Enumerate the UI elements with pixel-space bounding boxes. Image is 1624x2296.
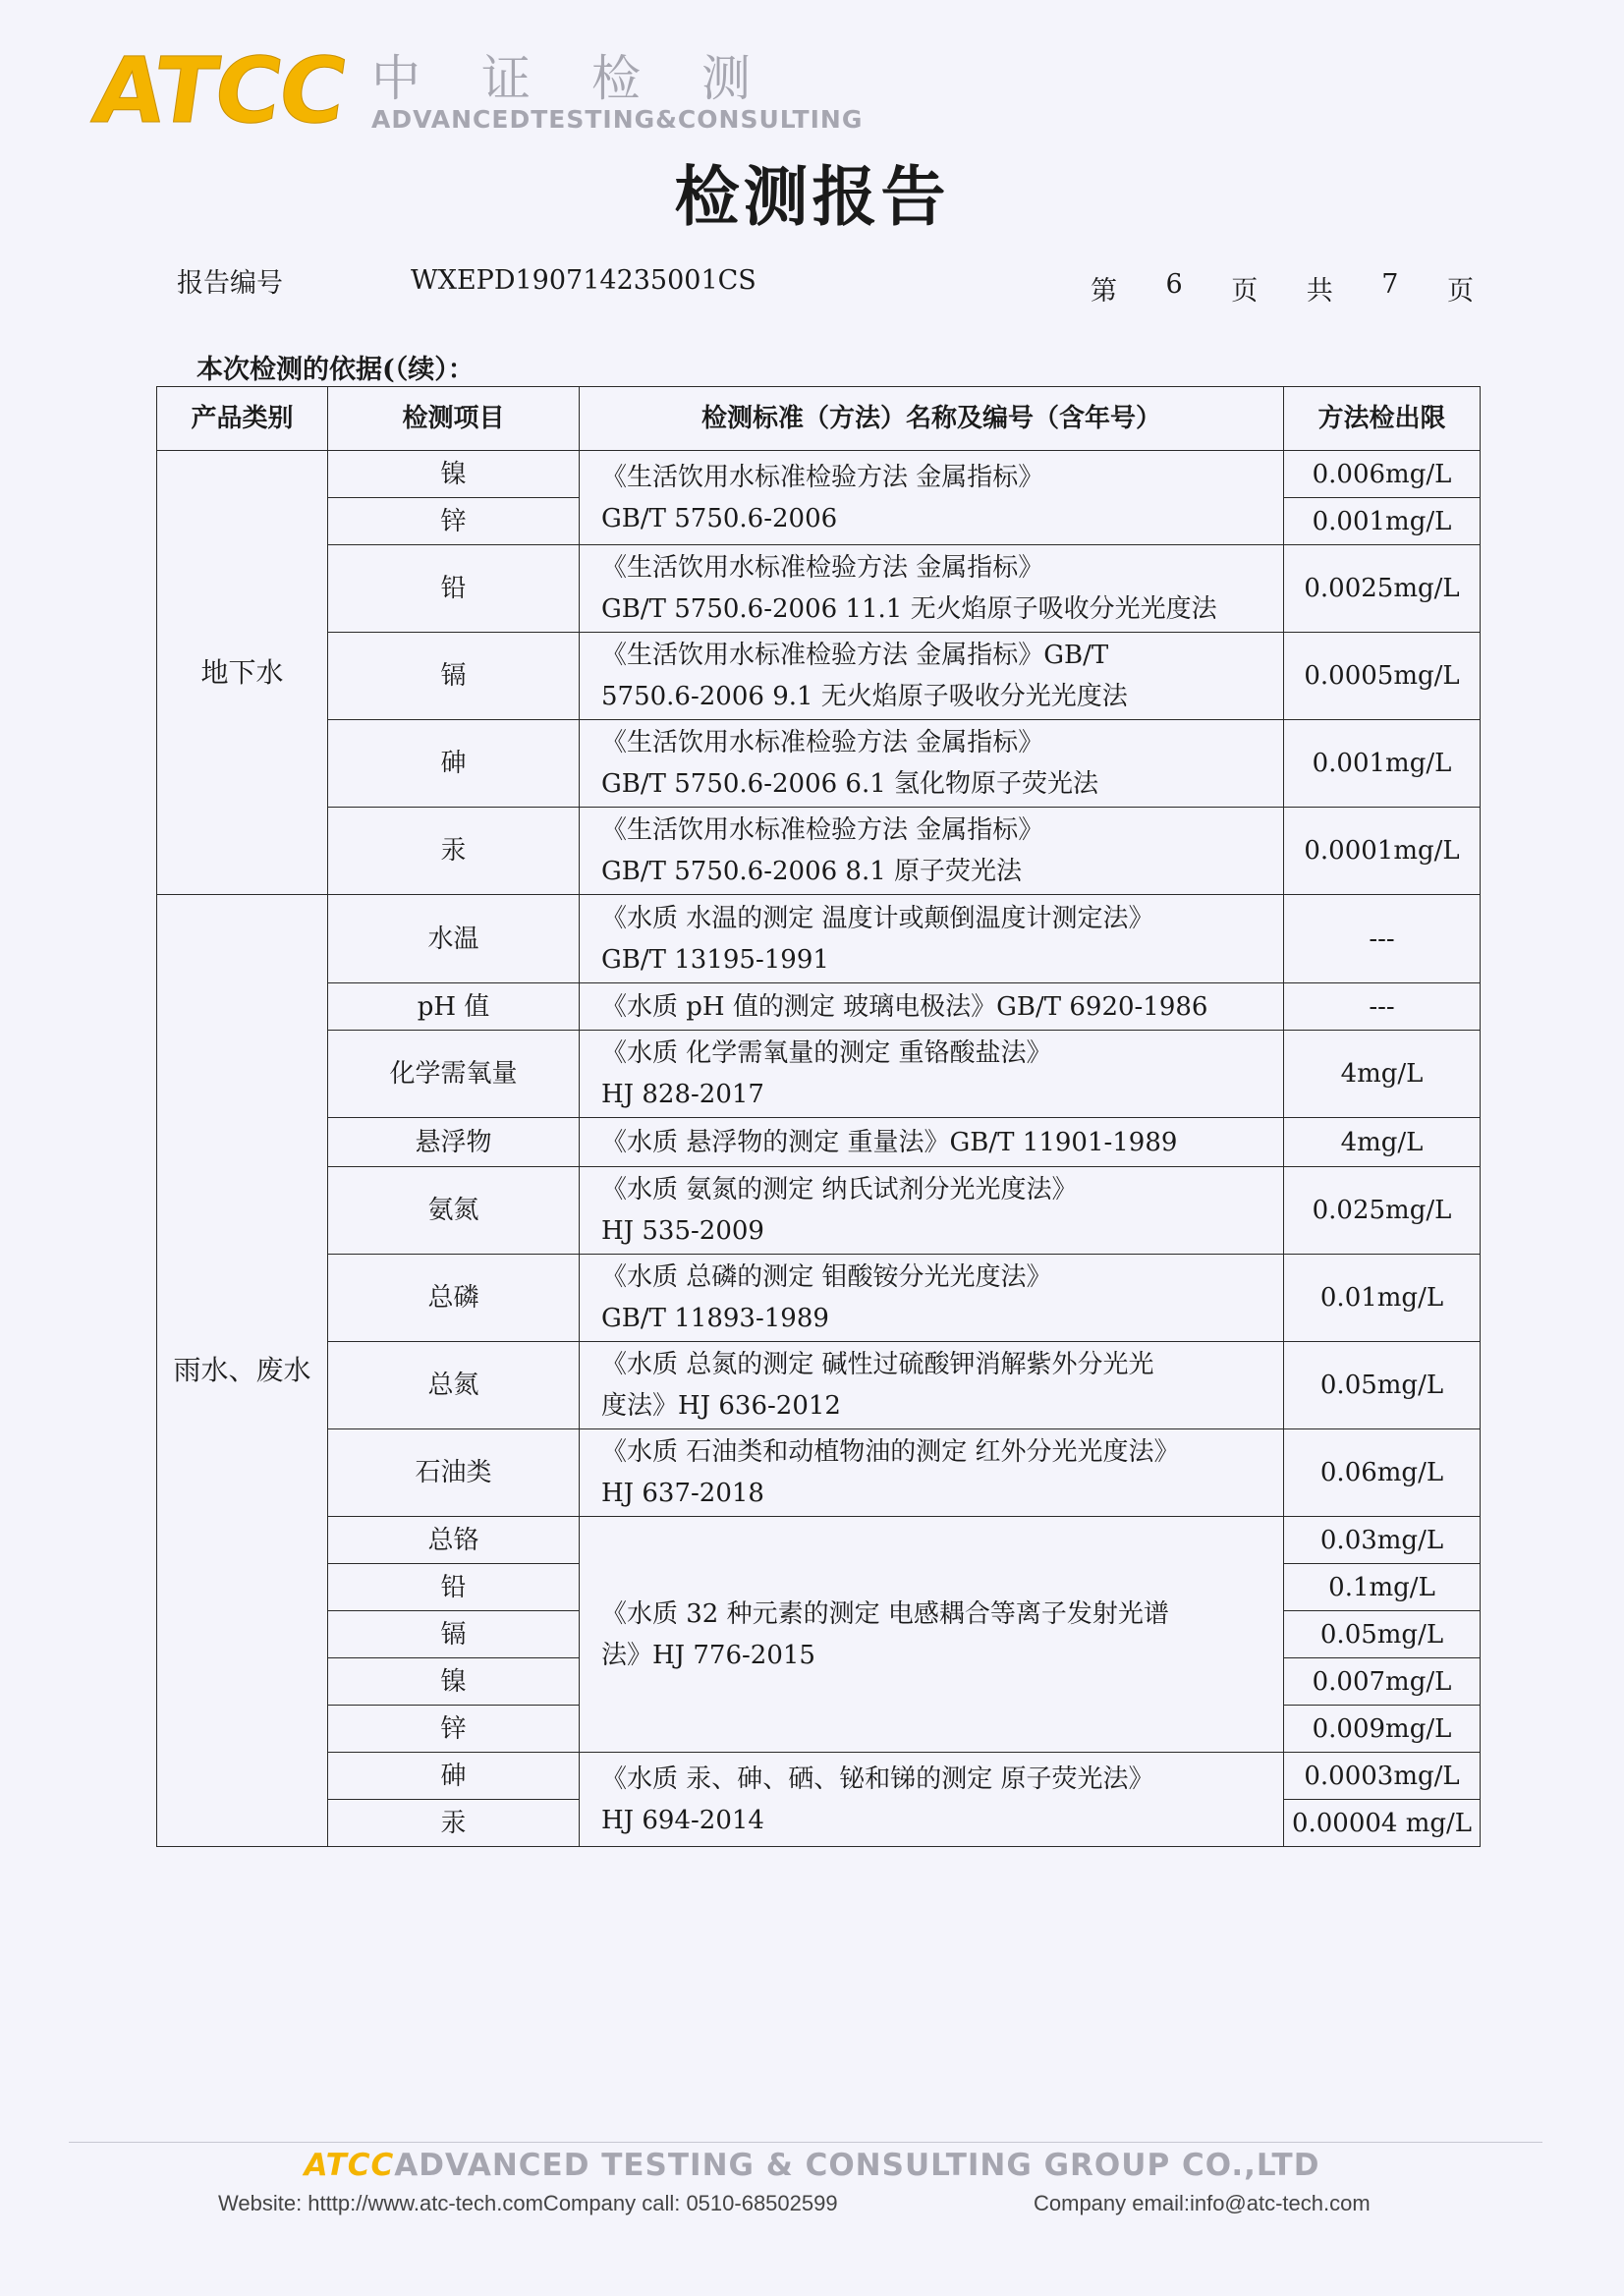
company-logo — [86, 38, 864, 143]
footer-brand — [0, 2148, 1624, 2183]
logo-atcc: ATCC — [86, 38, 352, 143]
report-title: 检测报告 — [674, 158, 950, 235]
standard-line: 《水质 化学需氧量的测定 重铬酸盐法》 — [601, 1038, 1052, 1068]
limit-cell: 0.009mg/L — [1284, 1706, 1481, 1753]
item-cell: 石油类 — [328, 1429, 580, 1517]
item-cell: 化学需氧量 — [328, 1031, 580, 1118]
header-limit: 方法检出限 — [1284, 387, 1481, 451]
limit-cell: 0.05mg/L — [1284, 1611, 1481, 1658]
item-cell: pH 值 — [328, 983, 580, 1031]
limit-cell: 0.0025mg/L — [1284, 545, 1481, 633]
logo-chinese: 中证检测 — [371, 50, 812, 107]
basis-heading: 本次检测的依据(（续）： — [196, 355, 475, 385]
item-cell: 锌 — [328, 498, 580, 545]
limit-cell: 0.001mg/L — [1284, 720, 1481, 808]
standard-line: 《水质 pH 值的测定 玻璃电极法》GB/T 6920-1986 — [601, 991, 1208, 1022]
standard-cell — [580, 895, 1284, 983]
report-number: WXEPD190714235001CS — [411, 265, 756, 296]
standard-line: HJ 828-2017 — [601, 1080, 764, 1109]
table-row — [157, 720, 1481, 808]
item-cell: 铅 — [328, 545, 580, 633]
limit-cell: 0.0003mg/L — [1284, 1753, 1481, 1800]
header-category: 产品类别 — [157, 387, 328, 451]
item-cell: 砷 — [328, 1753, 580, 1800]
limit-cell: 0.05mg/L — [1284, 1342, 1481, 1429]
item-cell: 总氮 — [328, 1342, 580, 1429]
item-cell: 汞 — [328, 808, 580, 895]
standard-cell — [580, 808, 1284, 895]
test-basis-table — [156, 386, 1481, 1847]
header-item: 检测项目 — [328, 387, 580, 451]
standard-line: 5750.6-2006 9.1 无火焰原子吸收分光光度法 — [601, 682, 1128, 711]
limit-cell: 0.01mg/L — [1284, 1255, 1481, 1342]
footer-divider — [69, 2142, 1542, 2143]
page-total: 7 — [1381, 269, 1399, 300]
table-row — [157, 1031, 1481, 1118]
standard-cell — [580, 1167, 1284, 1255]
standard-cell — [580, 451, 1284, 545]
limit-cell: 0.001mg/L — [1284, 498, 1481, 545]
table-row — [157, 808, 1481, 895]
logo-english: ADVANCEDTESTING&CONSULTING — [371, 105, 864, 134]
footer-brand-name: ADVANCED TESTING & CONSULTING GROUP CO.,LTD — [394, 2148, 1320, 2183]
item-cell: 总磷 — [328, 1255, 580, 1342]
page-word: 页 — [1446, 276, 1474, 307]
limit-cell: 0.025mg/L — [1284, 1167, 1481, 1255]
standard-cell — [580, 1255, 1284, 1342]
standard-line: 《水质 悬浮物的测定 重量法》GB/T 11901-1989 — [601, 1127, 1178, 1157]
page-word: 页 — [1231, 276, 1259, 307]
standard-cell — [580, 720, 1284, 808]
limit-cell: 4mg/L — [1284, 1031, 1481, 1118]
limit-cell: 0.06mg/L — [1284, 1429, 1481, 1517]
item-cell: 砷 — [328, 720, 580, 808]
standard-line: 《生活饮用水标准检验方法 金属指标》GB/T — [601, 641, 1109, 670]
standard-line: 《水质 汞、砷、硒、铋和锑的测定 原子荧光法》 — [601, 1764, 1154, 1794]
page-word: 第 — [1091, 276, 1117, 307]
item-cell: 汞 — [328, 1800, 580, 1847]
standard-line: HJ 694-2014 — [601, 1805, 764, 1835]
standard-cell — [580, 983, 1284, 1031]
standard-line: 度法》HJ 636-2012 — [601, 1391, 841, 1421]
standard-cell — [580, 1429, 1284, 1517]
page-indicator — [1091, 269, 1474, 308]
item-cell: 铅 — [328, 1564, 580, 1611]
page-word: 共 — [1306, 276, 1333, 307]
table-row — [157, 1255, 1481, 1342]
standard-line: 《生活饮用水标准检验方法 金属指标》 — [601, 553, 1044, 583]
limit-cell: 0.006mg/L — [1284, 451, 1481, 498]
standard-line: GB/T 5750.6-2006 8.1 原子荧光法 — [601, 857, 1023, 886]
standard-cell — [580, 545, 1284, 633]
table-row — [157, 545, 1481, 633]
standard-cell — [580, 1031, 1284, 1118]
table-row — [157, 1517, 1481, 1564]
limit-cell: 0.00004 mg/L — [1284, 1800, 1481, 1847]
table-row — [157, 1753, 1481, 1800]
standard-line: 《水质 总磷的测定 钼酸铵分光光度法》 — [601, 1262, 1052, 1292]
limit-cell: 0.0005mg/L — [1284, 633, 1481, 720]
standard-cell — [580, 1517, 1284, 1753]
item-cell: 氨氮 — [328, 1167, 580, 1255]
limit-cell: 0.007mg/L — [1284, 1658, 1481, 1706]
standard-line: GB/T 5750.6-2006 11.1 无火焰原子吸收分光光度法 — [601, 594, 1217, 624]
item-cell: 镉 — [328, 633, 580, 720]
standard-line: 《水质 石油类和动植物油的测定 红外分光光度法》 — [601, 1437, 1180, 1467]
standard-line: GB/T 5750.6-2006 — [601, 503, 838, 533]
table-row — [157, 1167, 1481, 1255]
limit-cell: 0.0001mg/L — [1284, 808, 1481, 895]
item-cell: 悬浮物 — [328, 1118, 580, 1167]
category-rainwater: 雨水、废水 — [157, 895, 328, 1847]
standard-line: 《生活饮用水标准检验方法 金属指标》 — [601, 462, 1044, 492]
table-row — [157, 1118, 1481, 1167]
standard-line: 《生活饮用水标准检验方法 金属指标》 — [601, 815, 1044, 845]
table-row — [157, 633, 1481, 720]
item-cell: 水温 — [328, 895, 580, 983]
footer-email: Company email:info@atc-tech.com — [1034, 2191, 1371, 2215]
standard-line: 《水质 32 种元素的测定 电感耦合等离子发射光谱 — [601, 1598, 1169, 1629]
page-current: 6 — [1165, 269, 1183, 300]
limit-cell: 4mg/L — [1284, 1118, 1481, 1167]
footer-brand-atcc: ATCC — [304, 2148, 395, 2183]
limit-cell: 0.03mg/L — [1284, 1517, 1481, 1564]
table-row — [157, 451, 1481, 498]
standard-line: 《水质 氨氮的测定 纳氏试剂分光光度法》 — [601, 1175, 1078, 1204]
item-cell: 锌 — [328, 1706, 580, 1753]
standard-line: GB/T 11893-1989 — [601, 1304, 829, 1333]
table-row — [157, 895, 1481, 983]
limit-cell: --- — [1284, 895, 1481, 983]
standard-line: 法》HJ 776-2015 — [601, 1640, 815, 1670]
standard-cell — [580, 1342, 1284, 1429]
standard-cell — [580, 1753, 1284, 1847]
table-row — [157, 1342, 1481, 1429]
standard-cell — [580, 1118, 1284, 1167]
standard-line: HJ 637-2018 — [601, 1479, 764, 1508]
report-number-label: 报告编号 — [177, 268, 283, 299]
item-cell: 总铬 — [328, 1517, 580, 1564]
standard-line: HJ 535-2009 — [601, 1216, 764, 1246]
standard-line: 《水质 总氮的测定 碱性过硫酸钾消解紫外分光光 — [601, 1350, 1154, 1379]
table-row — [157, 983, 1481, 1031]
header-standard: 检测标准（方法）名称及编号（含年号） — [580, 387, 1284, 451]
limit-cell: --- — [1284, 983, 1481, 1031]
standard-line: GB/T 13195-1991 — [601, 944, 829, 975]
category-groundwater: 地下水 — [157, 451, 328, 895]
standard-cell — [580, 633, 1284, 720]
standard-line: 《水质 水温的测定 温度计或颠倒温度计测定法》 — [601, 903, 1154, 933]
limit-cell: 0.1mg/L — [1284, 1564, 1481, 1611]
table-row — [157, 1429, 1481, 1517]
item-cell: 镍 — [328, 451, 580, 498]
table-header-row — [157, 387, 1481, 451]
footer-website: Website: htttp://www.atc-tech.comCompany call: 0510-68502599 — [218, 2191, 838, 2215]
item-cell: 镍 — [328, 1658, 580, 1706]
item-cell: 镉 — [328, 1611, 580, 1658]
standard-line: GB/T 5750.6-2006 6.1 氢化物原子荧光法 — [601, 769, 1099, 799]
standard-line: 《生活饮用水标准检验方法 金属指标》 — [601, 728, 1044, 757]
